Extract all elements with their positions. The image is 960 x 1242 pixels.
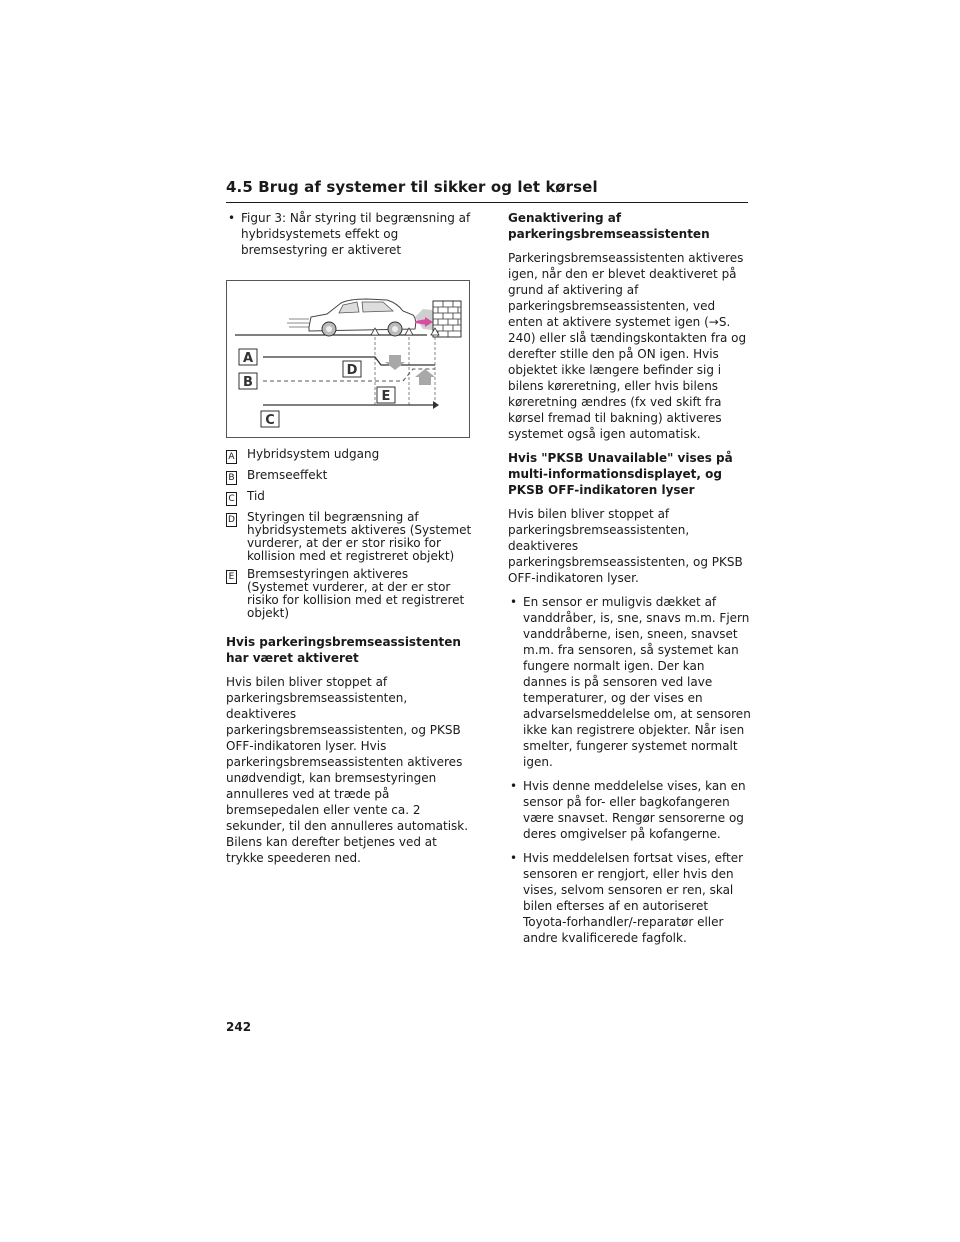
label-box-d	[343, 361, 361, 378]
left-column	[226, 210, 472, 866]
legend-key: D	[226, 513, 237, 527]
svg-text:B: B	[243, 375, 253, 390]
legend-item	[226, 448, 472, 464]
figure-diagram	[226, 280, 470, 438]
legend-item	[226, 469, 472, 485]
motion-lines	[287, 319, 309, 327]
section-header: 4.5 Brug af systemer til sikker og let kørsel	[226, 178, 748, 203]
legend-item	[226, 568, 472, 620]
svg-text:A: A	[242, 351, 254, 366]
label-box-b	[239, 373, 257, 390]
legend-item	[226, 490, 472, 506]
figure-caption: • Figur 3: Når styring til begrænsning af hybridsystemets effekt og bremsestyring er aktiveret	[226, 210, 472, 258]
legend-key: C	[226, 492, 237, 506]
label-box-c	[261, 411, 279, 428]
page-reference-arrow-icon: →	[708, 315, 719, 329]
legend-text: Bremsestyringen aktiveres (Systemet vurderer, at der er stor risiko for kollision med et registreret objekt)	[247, 567, 465, 620]
legend-item	[226, 511, 472, 563]
paragraph-reactivation: Parkeringsbremseassistenten aktiveres igen, når den er blevet deaktiveret på grund af aktivering af parkeringsbremseassistenten, ved enten at aktivere systemet igen (→S. 240) eller slå tændingskontakten fra og derefter stille den på ON igen. Hvis objektet ikke længere befinder sig i bilens køreretning, eller hvis bilens køreretning ændres (fx ved skift fra kørsel fremad til bakning) aktiveres systemet også igen automatisk.	[508, 251, 747, 441]
figure-legend	[226, 448, 472, 620]
page-number: 242	[226, 1020, 252, 1034]
legend-key: A	[226, 450, 237, 464]
svg-text:D: D	[346, 363, 358, 378]
list-item: • Hvis denne meddelelse vises, kan en sensor på for- eller bagkofangeren være snavset. Rengør sensorerne og deres omgivelser på kofangerne.	[508, 778, 752, 842]
paragraph-parking-brake-activated: Hvis bilen bliver stoppet af parkeringsbremseassistenten, deaktiveres parkeringsbremseassistenten, og PKSB OFF-indikatoren lyser. Hvis parkeringsbremseassistenten aktiveres unødvendigt, kan bremsestyringen annulleres ved at træde på bremsepedalen eller vente ca. 2 sekunder, til den annulleres automatisk. Bilens kan derefter betjenes ved at trykke speederen ned.	[226, 675, 469, 865]
legend-text: Bremseeffekt	[247, 468, 328, 482]
paragraph-pksb-unavailable: Hvis bilen bliver stoppet af parkeringsbremseassistenten, deaktiveres parkeringsbremseassistenten, og PKSB OFF-indikatoren lyser.	[508, 507, 743, 585]
down-arrow-icon	[385, 355, 405, 370]
car-illustration	[309, 299, 416, 336]
legend-text: Styringen til begrænsning af hybridsystemets aktiveres (Systemet vurderer, at der er stor risiko for kollision med et registreret objekt)	[247, 510, 472, 563]
svg-text:C: C	[265, 413, 275, 428]
legend-key: E	[226, 570, 237, 584]
subheading-parking-brake-activated: Hvis parkeringsbremseassistenten har været aktiveret	[226, 635, 461, 665]
legend-text: Tid	[247, 489, 265, 503]
up-arrow-icon	[415, 369, 435, 385]
list-item: • Hvis meddelelsen fortsat vises, efter sensoren er rengjort, eller hvis den vises, selvom sensoren er ren, skal bilen efterses af en autoriseret Toyota-forhandler/-reparatør eller andre kvalificerede fagfolk.	[508, 850, 752, 946]
label-box-a	[239, 349, 257, 366]
subheading-pksb-unavailable: Hvis "PKSB Unavailable" vises på multi-informationsdisplayet, og PKSB OFF-indikatoren lyser	[508, 451, 733, 497]
legend-key: B	[226, 471, 237, 485]
legend-text: Hybridsystem udgang	[247, 447, 380, 461]
right-column	[508, 210, 752, 946]
diagram-svg	[227, 281, 469, 437]
svg-text:E: E	[381, 389, 391, 404]
label-box-e	[377, 387, 395, 404]
list-item: • En sensor er muligvis dækket af vanddråber, is, sne, snavs m.m. Fjern vanddråberne, isen, sneen, snavset m.m. fra sensoren, så systemet kan fungere normalt igen. Der kan dannes is på sensoren ved lave temperaturer, og der vises en advarselsmeddelelse om, at sensoren ikke kan registrere objekter. Når isen smelter, fungerer systemet normalt igen.	[508, 594, 752, 770]
time-axis-arrowhead	[433, 401, 439, 409]
subheading-reactivation: Genaktivering af parkeringsbremseassistenten	[508, 211, 710, 241]
